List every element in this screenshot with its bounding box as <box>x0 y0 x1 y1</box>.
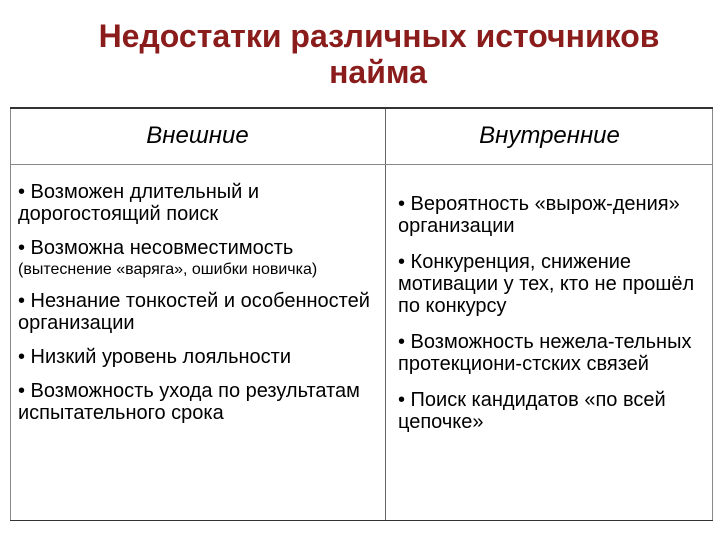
list-item <box>398 389 710 433</box>
internal-list <box>398 193 710 447</box>
header-external: Внешние <box>146 122 249 149</box>
list-item <box>18 346 378 368</box>
item-text: • Вероятность «вырож-дения» организации <box>398 193 680 237</box>
item-text: • Поиск кандидатов «по всей цепочке» <box>398 389 666 433</box>
item-text: • Возможен длительный и дорогостоящий поиск <box>18 181 260 225</box>
title-line-2: найма <box>329 54 427 90</box>
list-item <box>398 193 710 237</box>
item-note: (вытеснение «варяга», ошибки новичка) <box>18 261 318 278</box>
item-text: • Низкий уровень лояльности <box>18 346 291 368</box>
table-right-edge <box>712 109 713 520</box>
external-list <box>18 181 378 436</box>
page-title <box>0 18 720 90</box>
item-text: • Возможность ухода по результатам испытательного срока <box>18 380 360 424</box>
list-item <box>18 380 378 424</box>
item-text: • Конкуренция, снижение мотивации у тех, кто не прошёл по конкурсу <box>398 251 695 317</box>
list-item <box>18 237 378 280</box>
table-left-edge <box>10 109 11 520</box>
header-internal: Внутренние <box>479 122 620 149</box>
list-item <box>398 251 710 317</box>
column-divider <box>385 109 386 520</box>
header-divider <box>10 164 713 165</box>
item-text: • Незнание тонкостей и особенностей организации <box>18 290 370 334</box>
list-item <box>18 290 378 334</box>
item-text: • Возможна несовместимость <box>18 237 294 259</box>
list-item <box>398 331 710 375</box>
title-line-1: Недостатки различных источников <box>98 18 660 54</box>
item-text: • Возможность нежела-тельных протекциони-стских связей <box>398 331 692 375</box>
list-item <box>18 181 378 225</box>
comparison-table <box>10 107 713 521</box>
